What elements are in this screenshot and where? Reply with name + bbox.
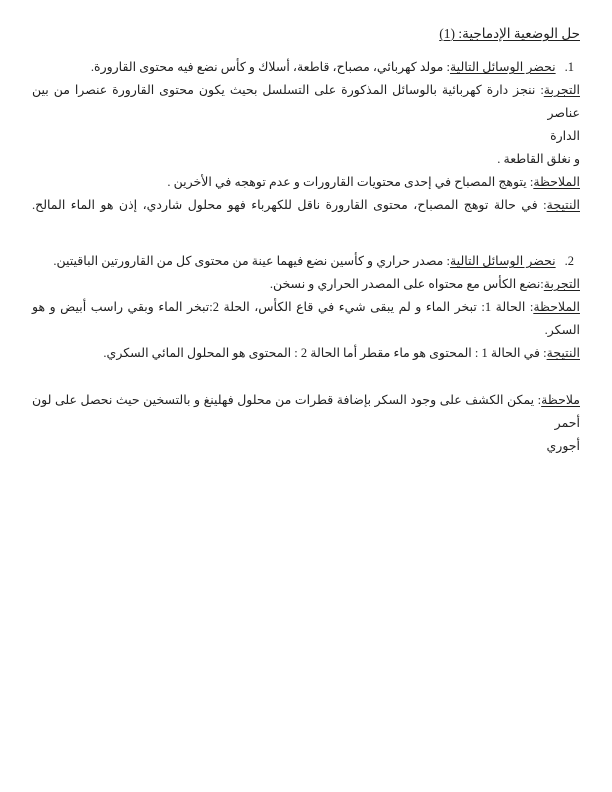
item2-observation-text: : الحالة 1: تبخر الماء و لم يبقى شيء في قاع الكأس، الحلة 2:تبخر الماء وبقي راسب أبيض و هو السكر. — [32, 300, 580, 337]
note-line — [32, 389, 580, 435]
item1-result-line — [32, 194, 580, 217]
item1-result-text: : في حالة توهج المصباح، محتوى القارورة ناقل للكهرباء فهو محلول شاردي، إذن هو الماء المالح. — [32, 198, 547, 212]
item1-observation-label: الملاحظة — [533, 175, 580, 189]
item2-experiment-label: التجربة — [543, 277, 580, 291]
item2-observation-label: الملاحظة — [533, 300, 580, 314]
note-wrap-line — [32, 435, 580, 458]
item2-result-text: : في الحالة 1 : المحتوى هو ماء مقطر أما الحالة 2 : المحتوى هو المحلول المائي السكري. — [103, 346, 547, 360]
item1-experiment-text: : ننجز دارة كهربائية بالوسائل المذكورة على التسلسل بحيث يكون محتوى القارورة عنصرا من بين عناصر — [32, 83, 580, 120]
item2-observation-line — [32, 296, 580, 342]
item1-means-text: : مولد كهربائي، مصباح، قاطعة، أسلاك و كأس نضع فيه محتوى القارورة. — [90, 60, 450, 74]
item1-list-number: 1. — [564, 60, 574, 74]
item2-result-line — [32, 342, 580, 365]
item2-means-label: نحضر الوسائل التالية — [449, 254, 556, 268]
item1-close-switch-line — [32, 148, 580, 171]
page-title — [32, 24, 580, 44]
item2-means-text: : مصدر حراري و كأسين نضع فيهما عينة من محتوى كل من القارورتين الباقيتين. — [53, 254, 450, 268]
item1-experiment-label: التجربة — [543, 83, 580, 97]
item1-experiment-wrap-text: الدارة — [550, 129, 580, 143]
item1-experiment-line — [32, 79, 580, 125]
item1-observation-line — [32, 171, 580, 194]
note-label: ملاحظة — [541, 393, 580, 407]
item1-means-label: نحضر الوسائل التالية — [449, 60, 556, 74]
item2-experiment-line — [32, 273, 580, 296]
page-title-text: حل الوضعية الإدماجية: (1) — [439, 26, 580, 41]
item1-result-label: النتيجة — [546, 198, 580, 212]
item1-observation-text: : يتوهج المصباح في إحدى محتويات القارورات و عدم توهجه في الأخرين . — [167, 175, 534, 189]
item2-means-line — [32, 250, 580, 273]
item2-list-number: 2. — [564, 254, 574, 268]
note-text: : يمكن الكشف على وجود السكر بإضافة قطرات من محلول فهلينغ و بالتسخين حيث نحصل على لون أحمر — [32, 393, 580, 430]
item1-experiment-wrap-line — [32, 125, 580, 148]
item2-experiment-text: :نضع الكأس مع محتواه على المصدر الحراري و نسخن. — [269, 277, 544, 291]
item1-means-line — [32, 56, 580, 79]
item2-result-label: النتيجة — [546, 346, 580, 360]
item1-close-switch-text: و نغلق القاطعة . — [497, 152, 580, 166]
note-wrap-text: أجوري — [546, 439, 580, 453]
